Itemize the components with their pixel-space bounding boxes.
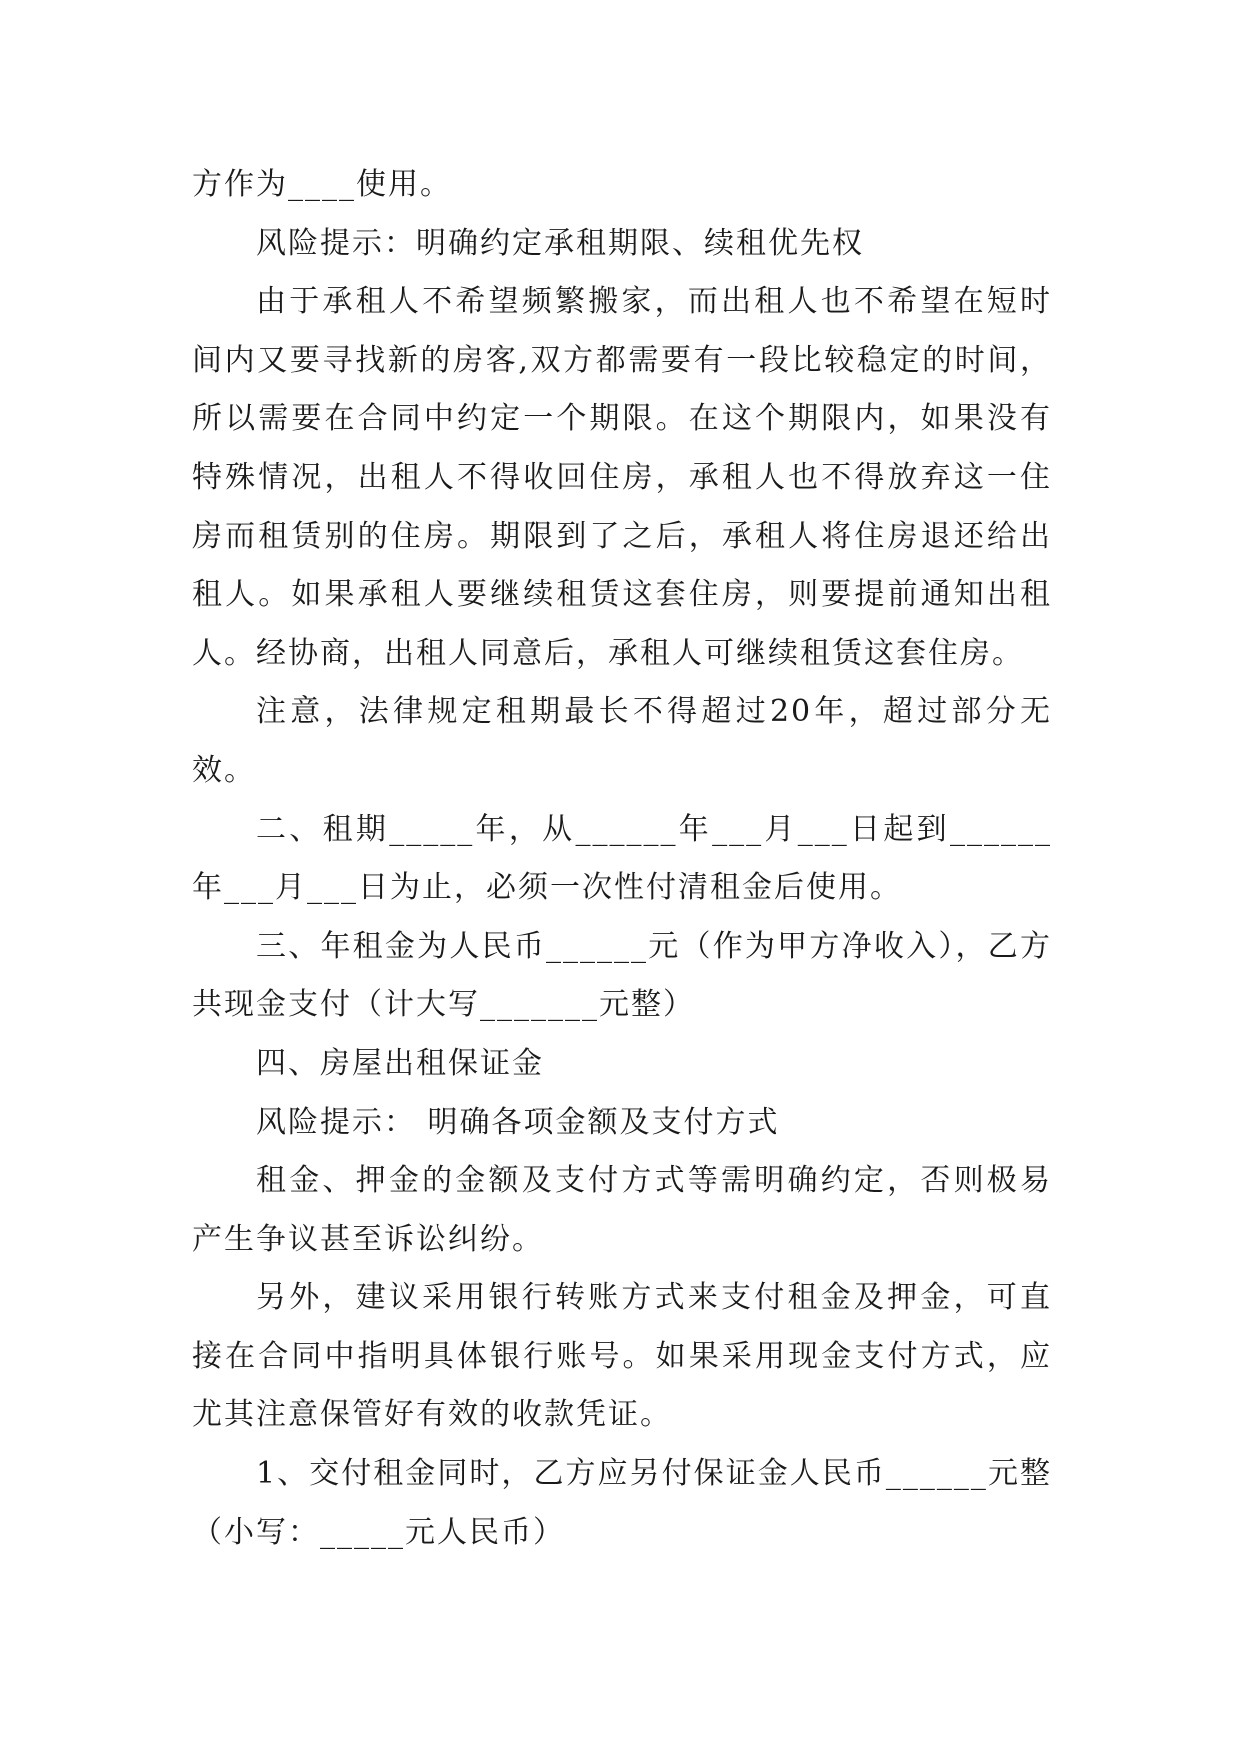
risk-tip-payment: 风险提示： 明确各项金额及支付方式: [256, 1104, 780, 1140]
risk-tip-lease-term: 风险提示：明确约定承租期限、续租优先权: [256, 225, 864, 261]
paragraph-bank-transfer-advice: 另外，建议采用银行转账方式来支付租金及押金，可直接在合同中指明具体银行账号。如果采用现金支付方式，应尤其注意保管好有效的收款凭证。: [192, 1280, 1052, 1433]
paragraph-legal-note: 注意，法律规定租期最长不得超过20年，超过部分无效。: [192, 694, 1052, 788]
paragraph-continuation: 方作为____使用。: [192, 167, 452, 202]
clause-3-annual-rent: 三、年租金为人民币______元（作为甲方净收入），乙方共现金支付（计大写_______元整）: [192, 928, 1052, 1023]
paragraph-lease-term-explanation: 由于承租人不希望频繁搬家，而出租人也不希望在短时间内又要寻找新的房客,双方都需要有一段比较稳定的时间，所以需要在合同中约定一个期限。在这个期限内，如果没有特殊情况，出租人不得收回住房，承租人也不得放弃这一住房而租赁别的住房。期限到了之后，承租人将住房退还给出租人。如果承租人要继续租赁这套住房，则要提前通知出租人。经协商，出租人同意后，承租人可继续租赁这套住房。: [192, 284, 1052, 671]
document-body: [192, 156, 1052, 1562]
paragraph-payment-terms: 租金、押金的金额及支付方式等需明确约定，否则极易产生争议甚至诉讼纠纷。: [192, 1163, 1052, 1257]
clause-4-heading: 四、房屋出租保证金: [256, 1045, 544, 1081]
clause-2-lease-period: 二、租期_____年，从______年___月___日起到______年___月___日为止，必须一次性付清租金后使用。: [192, 811, 1052, 906]
clause-4-1-deposit: 1、交付租金同时，乙方应另付保证金人民币______元整（小写：_____元人民币）: [192, 1456, 1052, 1550]
